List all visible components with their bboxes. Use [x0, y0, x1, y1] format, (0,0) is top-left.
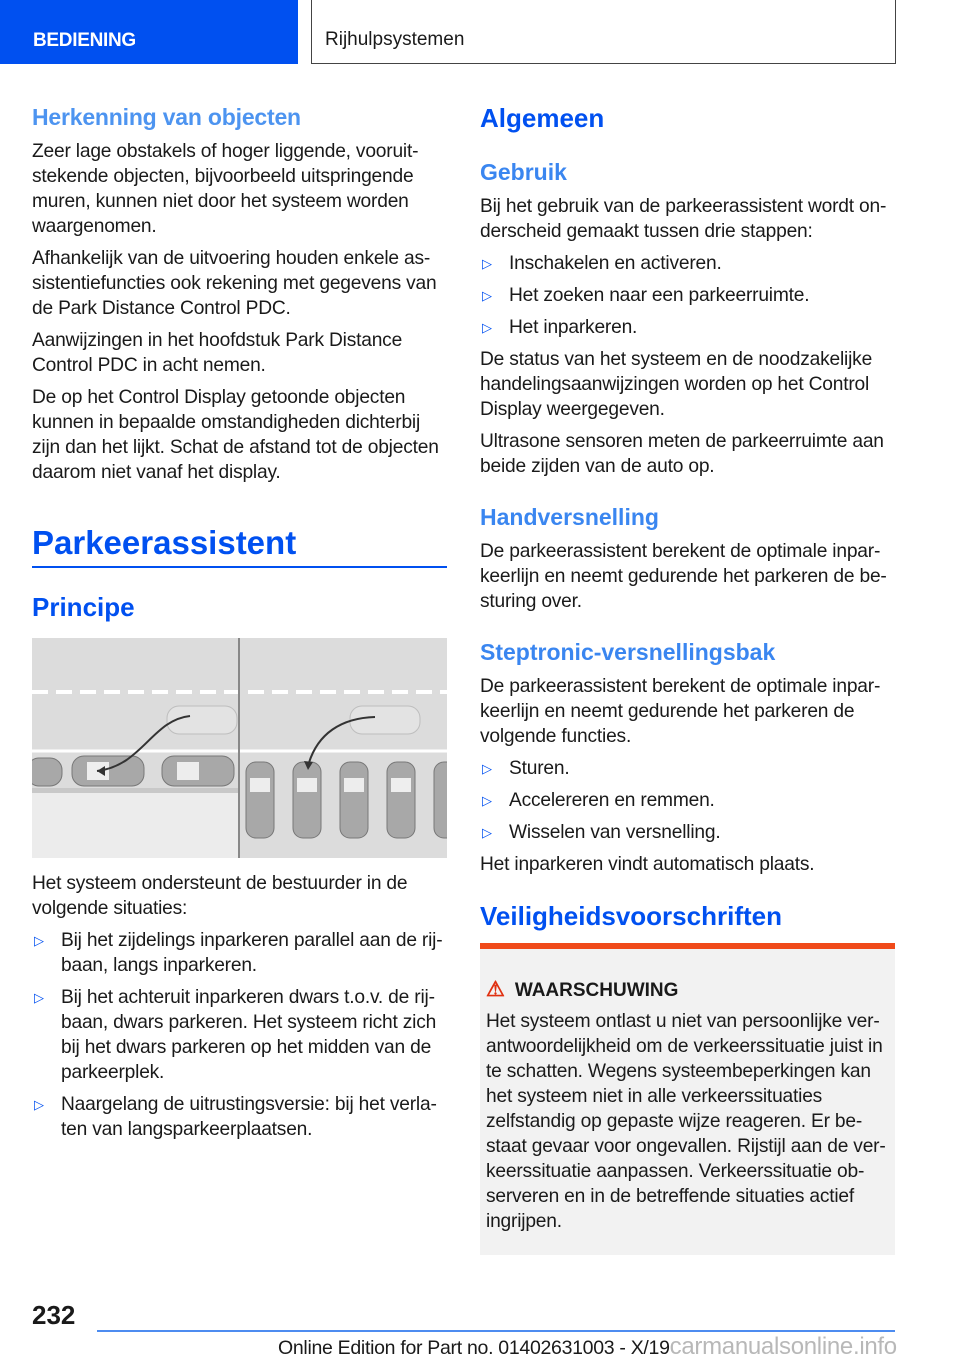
triangle-bullet-icon: ▷	[482, 793, 492, 808]
heading-handversnelling: Handversnelling	[480, 504, 659, 530]
paragraph: Het systeem ondersteunt de bestuurder in de volgende situaties:	[32, 873, 408, 919]
section-title: BEDIENING	[33, 30, 136, 51]
triangle-bullet-icon: ▷	[482, 761, 492, 776]
list-item: ▷ Bij het achteruit inparkeren dwars t.o.v. de rijbaan, dwars parkeren. Het systeem richt zich bij het dwars parkeren op het midden van de parkeerplek.	[34, 987, 437, 1083]
paragraph: Bij het gebruik van de parkeerassistent wordt onderscheid gemaakt tussen drie stappen:	[480, 196, 887, 242]
gebruik-list	[480, 251, 896, 340]
triangle-bullet-icon: ▷	[482, 256, 492, 271]
triangle-bullet-icon: ▷	[482, 825, 492, 840]
triangle-bullet-icon: ▷	[482, 288, 492, 303]
steptronic-list	[480, 756, 896, 845]
paragraph: Ultrasone sensoren meten de parkeerruimte aan beide zijden van de auto op.	[480, 431, 884, 477]
paragraph: Afhankelijk van de uitvoering houden enkele assistentiefuncties ook rekening met gegevens van de Park Distance Control PDC.	[32, 248, 437, 319]
paragraph: Aanwijzingen in het hoofdstuk Park Distance Control PDC in acht nemen.	[32, 330, 403, 376]
footer	[278, 1333, 897, 1361]
warning-title: WAARSCHUWING	[514, 980, 679, 1001]
heading-gebruik: Gebruik	[480, 159, 567, 185]
triangle-bullet-icon: ▷	[34, 990, 44, 1005]
edition-text: Online Edition for Part no. 01402631003 - X/19	[278, 1337, 670, 1359]
heading-herkenning: Herkenning van objecten	[32, 104, 301, 130]
heading-veiligheid: Veiligheidsvoorschriften	[480, 901, 782, 931]
list-item: ▷ Sturen.	[482, 758, 570, 779]
heading-parkeerassistent: Parkeerassistent	[32, 524, 447, 568]
warning-text: Het systeem ontlast u niet van persoonlijke verantwoordelijkheid om de verkeerssituatie juist in te schatten. Wegens systeembeperkingen kan het systeem niet in alle verkeerssituaties zelfstandig op gepaste wijze reageren. Er bestaat gevaar voor ongevallen. Rijstijl aan de verkeerssituatie aanpassen. Verkeerssituatie observeren en in de betreffende situaties actief ingrijpen.	[486, 1011, 886, 1232]
list-item: ▷ Het inparkeren.	[482, 317, 638, 338]
triangle-bullet-icon: ▷	[34, 1097, 44, 1112]
page-number: 232	[32, 1300, 76, 1330]
paragraph: Zeer lage obstakels of hoger liggende, vooruitstekende objecten, bijvoorbeeld uitspringende muren, kunnen niet door het systeem worden waargenomen.	[32, 141, 419, 237]
footer-divider	[97, 1330, 895, 1332]
heading-algemeen: Algemeen	[480, 103, 605, 133]
triangle-bullet-icon: ▷	[34, 933, 44, 948]
left-column	[32, 0, 448, 1300]
list-item: ▷ Het zoeken naar een parkeerruimte.	[482, 285, 810, 306]
triangle-bullet-icon: ▷	[482, 320, 492, 335]
warning-box	[480, 943, 895, 1255]
heading-steptronic: Steptronic-versnellingsbak	[480, 639, 776, 665]
paragraph: De op het Control Display getoonde objecten kunnen in bepaalde omstandigheden dichterbij zijn dan het lijkt. Schat de afstand tot de objecten daarom niet vanaf het display.	[32, 387, 439, 483]
watermark: carmanualsonline.info	[669, 1333, 897, 1360]
principe-list	[32, 928, 448, 1142]
paragraph: De parkeerassistent berekent de optimale inparkeerlijn en neemt gedurende het parkeren de besturing over.	[480, 541, 887, 612]
paragraph: De parkeerassistent berekent de optimale inparkeerlijn en neemt gedurende het parkeren de volgende functies.	[480, 676, 881, 747]
list-item: ▷ Inschakelen en activeren.	[482, 253, 722, 274]
list-item: ▷ Wisselen van versnelling.	[482, 822, 721, 843]
paragraph: Het inparkeren vindt automatisch plaats.	[480, 854, 815, 875]
heading-principe: Principe	[32, 592, 135, 622]
parking-illustration	[32, 638, 447, 858]
paragraph: De status van het systeem en de noodzakelijke handelingsaanwijzingen worden op het Control Display weergegeven.	[480, 349, 873, 420]
warning-triangle-icon: ⚠	[486, 978, 505, 1001]
list-item: ▷ Bij het zijdelings inparkeren parallel aan de rijbaan, langs inparkeren.	[34, 930, 443, 976]
list-item: ▷ Accelereren en remmen.	[482, 790, 715, 811]
list-item: ▷ Naargelang de uitrustingsversie: bij het verlaten van langsparkeerplaatsen.	[34, 1094, 437, 1140]
chapter-title: Rijhulpsystemen	[325, 29, 465, 50]
